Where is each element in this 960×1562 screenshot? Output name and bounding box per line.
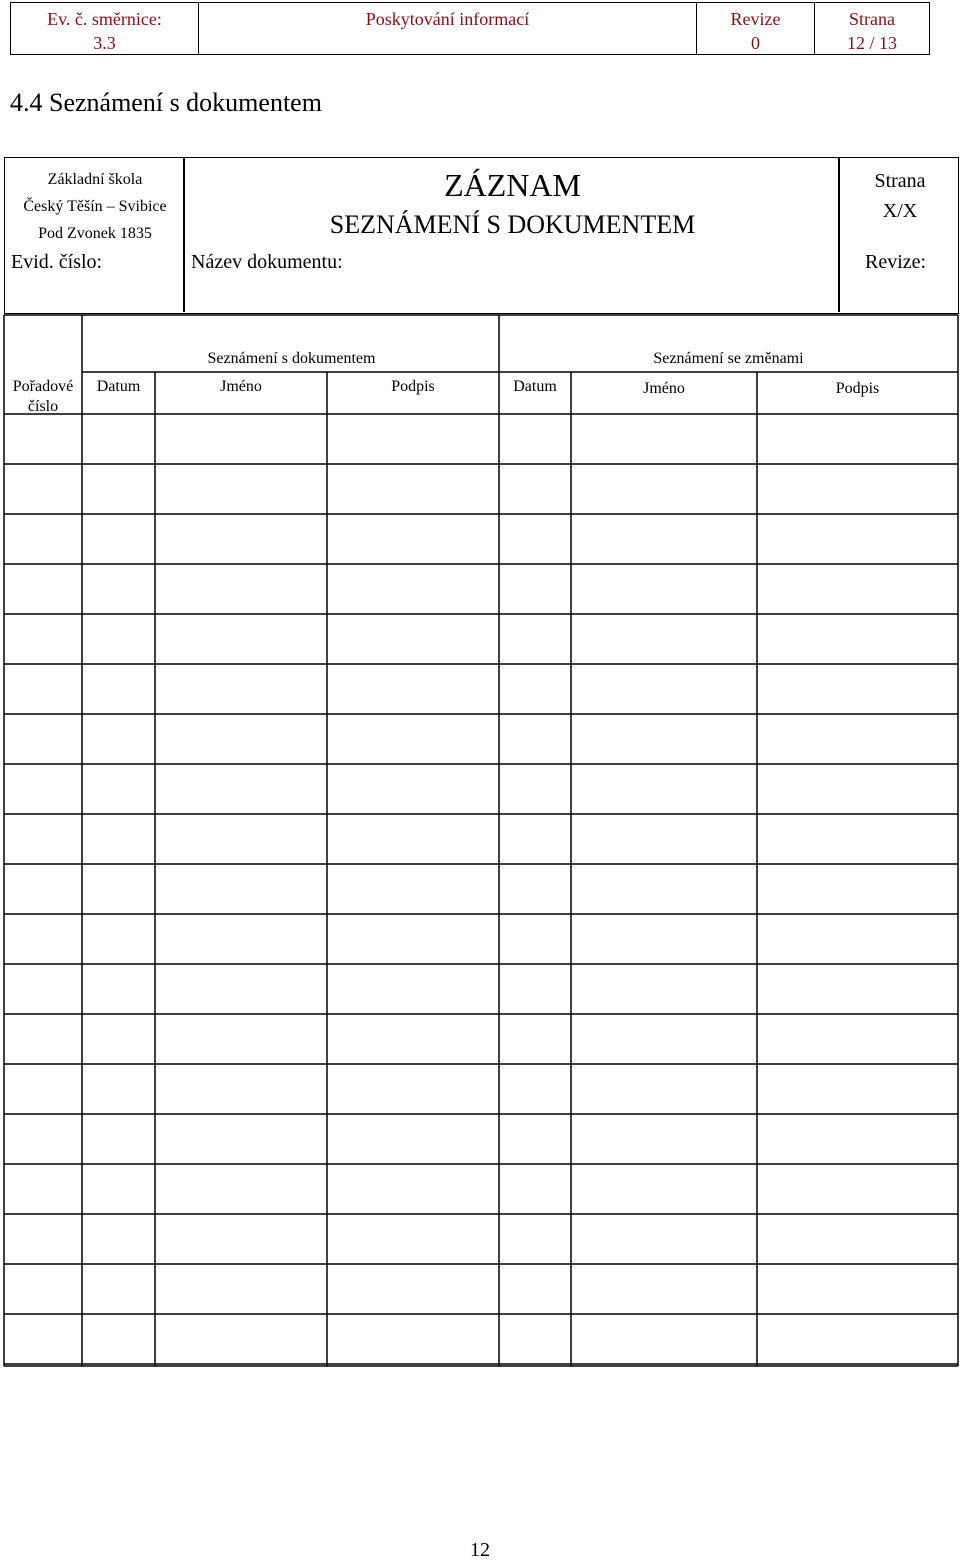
directive-number-label: Ev. č. směrnice: [47, 9, 162, 29]
column-header-change-signature: Podpis [835, 380, 880, 397]
record-revision-label: Revize: [865, 251, 927, 273]
page-number: 12 [470, 1539, 490, 1561]
evid-number-label: Evid. číslo: [11, 251, 103, 273]
column-header-change-date: Datum [513, 378, 557, 395]
group-title-document: Seznámení s dokumentem [207, 350, 376, 367]
record-subtitle: SEZNÁMENÍ S DOKUMENTEM [329, 210, 696, 239]
document-name-label: Název dokumentu: [191, 251, 343, 273]
column-header-change-name: Jméno [643, 380, 685, 397]
revision-label: Revize [730, 9, 781, 29]
document-title: Poskytování informací [365, 9, 530, 29]
column-header-order: Pořadové číslo [12, 378, 74, 415]
school-line: Pod Zvonek 1835 [38, 225, 152, 242]
record-title: ZÁZNAM [444, 167, 581, 203]
column-header-signature: Podpis [391, 378, 435, 395]
page-value: 12 / 13 [846, 33, 897, 53]
page-label: Strana [849, 9, 895, 29]
directive-number-value: 3.3 [93, 33, 116, 53]
record-page-label: Strana [874, 170, 926, 192]
section-title: 4.4 Seznámení s dokumentem [10, 88, 322, 117]
school-line: Český Těšín – Svibice [23, 198, 167, 215]
column-header-date: Datum [96, 378, 141, 395]
record-page-value: X/X [882, 200, 918, 222]
school-line: Základní škola [47, 171, 143, 188]
revision-value: 0 [751, 33, 760, 53]
column-header-name: Jméno [220, 378, 262, 395]
group-title-changes: Seznámení se změnami [653, 350, 804, 367]
